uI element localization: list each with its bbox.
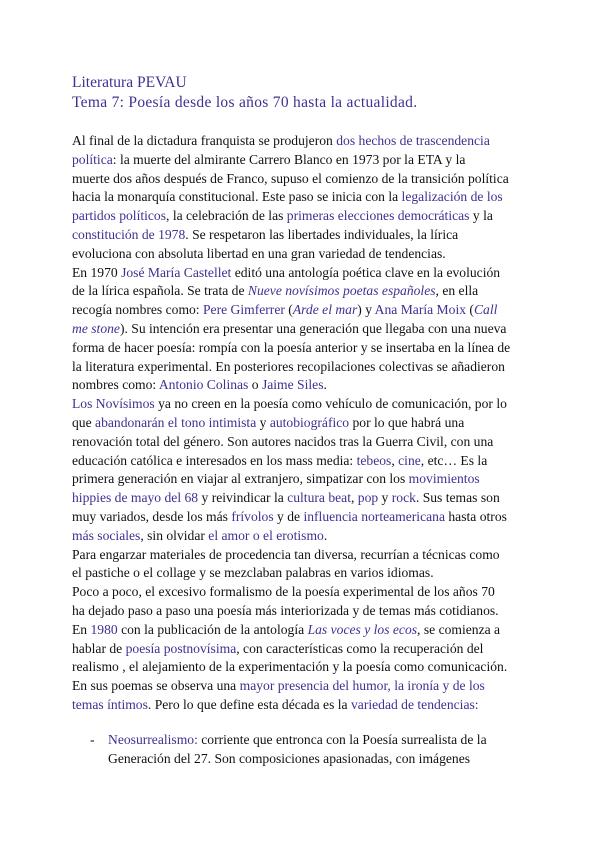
highlighted-term: Jaime Siles xyxy=(261,377,324,393)
text-run: y la xyxy=(469,208,493,224)
text-run: muy variados, desde los más xyxy=(72,508,232,524)
text-line xyxy=(72,264,532,283)
text-line xyxy=(72,151,532,170)
highlighted-term: Antonio Colinas xyxy=(158,377,249,393)
body-text xyxy=(72,132,532,715)
highlighted-title: Las voces y los ecos xyxy=(307,621,418,637)
highlighted-term: hippies de mayo del 68 xyxy=(72,490,199,506)
text-line xyxy=(72,320,532,339)
text-line xyxy=(72,527,532,546)
text-run: . xyxy=(323,377,327,393)
text-run: renovación total del género. Son autores nacidos tras la Guerra Civil, con una xyxy=(72,433,494,449)
highlighted-term: Ana María Moix xyxy=(374,302,467,318)
highlighted-term: tebeos xyxy=(356,452,392,468)
text-run: por lo que habrá una xyxy=(349,414,465,430)
list-item-text xyxy=(108,731,487,769)
text-run: , se comienza a xyxy=(417,621,501,637)
text-run: hablar de xyxy=(72,640,126,656)
text-run: primera generación en viajar al extranjero, simpatizar con los xyxy=(72,471,409,487)
highlighted-term: poesía postnovísima xyxy=(125,640,237,656)
text-run: de la lírica española. Se trata de xyxy=(72,283,248,299)
text-line xyxy=(72,583,532,602)
text-line xyxy=(72,602,532,621)
text-run: forma de hacer poesía: rompía con la poesía anterior y se insertaba en la línea de xyxy=(72,339,511,355)
text-run: corriente que entronca con la Poesía surrealista de la xyxy=(197,732,487,747)
text-line xyxy=(72,339,532,358)
highlighted-term: Neosurrealismo: xyxy=(108,732,198,747)
text-line xyxy=(72,696,532,715)
text-run: y xyxy=(378,490,392,506)
highlighted-term: primeras elecciones democráticas xyxy=(286,208,470,224)
text-run: y de xyxy=(273,508,304,524)
highlighted-term: variedad de tendencias: xyxy=(350,696,479,712)
text-run: , en ella xyxy=(435,283,479,299)
text-run: ( xyxy=(284,302,293,318)
highlighted-term: el amor o el erotismo xyxy=(208,527,324,543)
text-run: ya no creen en la poesía como vehículo de comunicación, por lo xyxy=(154,396,507,412)
text-line xyxy=(72,433,532,452)
text-line xyxy=(72,564,532,583)
document-title: Literatura PEVAU xyxy=(72,74,187,91)
highlighted-term: Pere Gimferrer xyxy=(203,302,285,318)
text-run: Generación del 27. Son composiciones apasionadas, con imágenes xyxy=(108,750,471,766)
text-run: ( xyxy=(466,302,474,318)
text-line xyxy=(72,170,532,189)
text-line xyxy=(72,508,532,527)
highlighted-title: me stone xyxy=(72,320,120,336)
text-run: y xyxy=(256,414,270,430)
text-line xyxy=(72,414,532,433)
text-run: hacia la monarquía constitucional. Este paso se inicia con la xyxy=(72,189,402,205)
text-line xyxy=(72,621,532,640)
text-run: . Se respetaron las libertades individuales, la lírica xyxy=(185,226,459,242)
text-run: o xyxy=(248,377,262,393)
text-run: , con características como la recuperación del xyxy=(236,640,484,656)
text-run: , sin olvidar xyxy=(140,527,209,543)
highlighted-title: Nueve novísimos poetas españoles xyxy=(247,283,436,299)
highlighted-term: Los Novísimos xyxy=(72,396,155,412)
highlighted-term: autobiográfico xyxy=(269,414,350,430)
highlighted-title: Call xyxy=(473,302,498,318)
text-run: el pastiche o el collage y se mezclaban palabras en varios idiomas. xyxy=(72,565,434,581)
highlighted-term: temas íntimos xyxy=(72,696,148,712)
text-line xyxy=(72,395,532,414)
text-run: , xyxy=(350,490,358,506)
text-run: la literatura experimental. En posteriores recopilaciones colectivas se añadieron xyxy=(72,358,505,374)
bullet-dash: - xyxy=(90,732,95,747)
text-line xyxy=(72,282,532,301)
highlighted-term: cine xyxy=(398,452,421,468)
text-run: con la publicación de la antología xyxy=(117,621,308,637)
text-run: . Pero lo que define esta década es la xyxy=(147,696,351,712)
text-line xyxy=(72,376,532,395)
text-run: educación católica e interesados en los mass media: xyxy=(72,452,357,468)
text-run: ). Su intención era presentar una generación que llegaba con una nueva xyxy=(119,320,507,336)
highlighted-term: dos hechos de trascendencia xyxy=(336,133,490,148)
highlighted-term: movimientos xyxy=(408,471,480,487)
highlighted-term: José María Castellet xyxy=(121,264,232,280)
text-line xyxy=(72,546,532,565)
text-run: , la celebración de las xyxy=(166,208,287,224)
text-run: En sus poemas se observa una xyxy=(72,678,240,694)
text-run: . xyxy=(323,527,328,543)
text-line xyxy=(72,470,532,489)
text-run: Poco a poco, el excesivo formalismo de la poesía experimental de los años 70 xyxy=(72,584,495,600)
highlighted-term: cultura beat xyxy=(287,490,351,506)
text-run: Para engarzar materiales de procedencia tan diversa, recurrían a técnicas como xyxy=(72,546,500,562)
text-line xyxy=(72,226,532,245)
text-run: y reivindicar la xyxy=(198,490,288,506)
highlighted-term: más sociales xyxy=(72,527,141,543)
highlighted-term: rock xyxy=(391,490,416,506)
text-line xyxy=(72,677,532,696)
text-run: : la muerte del almirante Carrero Blanco en 1973 por la ETA y la xyxy=(112,151,466,167)
text-run: Al final de la dictadura franquista se produjeron xyxy=(72,133,337,148)
highlighted-term: frívolos xyxy=(231,508,274,524)
text-run: . Sus temas son xyxy=(415,490,500,506)
highlighted-term: legalización de los xyxy=(401,189,503,205)
text-line xyxy=(72,640,532,659)
text-run: que xyxy=(72,414,96,430)
highlighted-term: política xyxy=(72,151,113,167)
text-line xyxy=(72,245,532,264)
text-line xyxy=(108,750,487,769)
text-line xyxy=(108,731,487,750)
text-line xyxy=(72,358,532,377)
text-line xyxy=(72,207,532,226)
text-run: , etc… Es la xyxy=(420,452,488,468)
text-run: En xyxy=(72,621,91,637)
highlighted-term: abandonarán el tono intimista xyxy=(95,414,257,430)
text-run: nombres como: xyxy=(72,377,159,393)
text-line xyxy=(72,301,532,320)
text-run: realismo , el alejamiento de la experimentación y la poesía como comunicación. xyxy=(72,659,508,675)
text-line xyxy=(72,452,532,471)
text-run: En 1970 xyxy=(72,264,122,280)
highlighted-term: 1980 xyxy=(90,621,118,637)
text-line xyxy=(72,132,532,151)
highlighted-term: pop xyxy=(357,490,379,506)
document-subtitle: Tema 7: Poesía desde los años 70 hasta la actualidad. xyxy=(72,94,418,111)
highlighted-term: mayor presencia del humor, la ironía y de los xyxy=(239,678,485,694)
text-line xyxy=(72,188,532,207)
text-run: evoluciona con absoluta libertad en una gran variedad de tendencias. xyxy=(72,245,446,261)
text-run: editó una antología poética clave en la evolución xyxy=(231,264,501,280)
text-line xyxy=(72,489,532,508)
highlighted-term: constitución de 1978 xyxy=(72,226,186,242)
text-run: recogía nombres como: xyxy=(72,302,203,318)
highlighted-title: Arde el mar xyxy=(292,302,358,318)
text-run: ha dejado paso a paso una poesía más interiorizada y de temas más cotidianos. xyxy=(72,602,499,618)
highlighted-term: influencia norteamericana xyxy=(303,508,445,524)
highlighted-term: partidos políticos xyxy=(72,208,167,224)
text-run: muerte dos años después de Franco, supuso el comienzo de la transición política xyxy=(72,170,509,186)
text-run: ) y xyxy=(357,302,375,318)
text-line xyxy=(72,658,532,677)
text-run: , xyxy=(391,452,399,468)
text-run: hasta otros xyxy=(444,508,507,524)
